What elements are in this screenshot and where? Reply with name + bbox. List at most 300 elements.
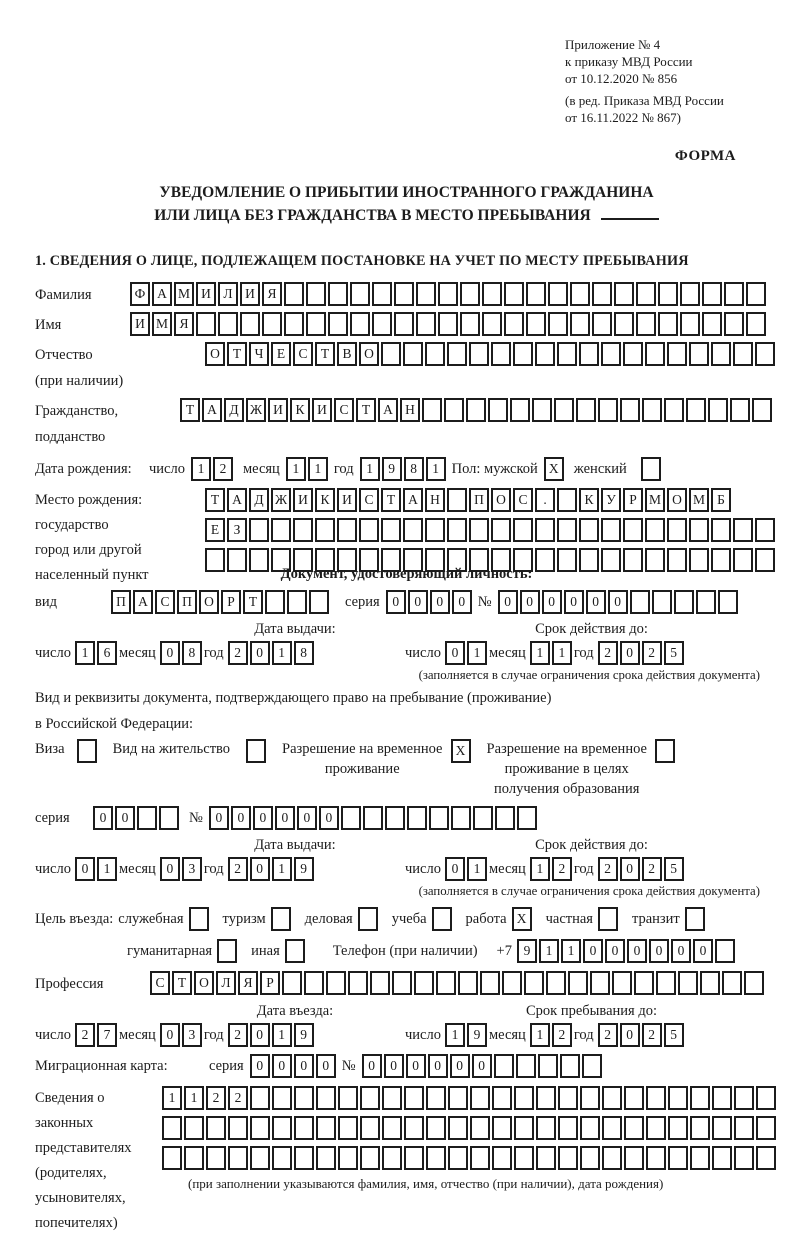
birth-place-char-box[interactable]: М	[689, 488, 709, 512]
citizenship-char-box[interactable]	[708, 398, 728, 422]
migration-number-box[interactable]: 0	[384, 1054, 404, 1078]
patronymic-char-box[interactable]	[667, 342, 687, 366]
citizenship-char-box[interactable]	[598, 398, 618, 422]
birth-place-char-box[interactable]: З	[227, 518, 247, 542]
permit-until-year-box[interactable]: 2	[642, 857, 662, 881]
birth-place-char-box[interactable]	[535, 548, 555, 572]
legal-reps-char-box[interactable]	[624, 1086, 644, 1110]
name-char-box[interactable]	[504, 312, 524, 336]
name-char-box[interactable]	[548, 312, 568, 336]
migration-number-box[interactable]	[582, 1054, 602, 1078]
legal-reps-char-box[interactable]	[602, 1116, 622, 1140]
birth-place-char-box[interactable]	[667, 548, 687, 572]
permit-until-year-box[interactable]: 0	[620, 857, 640, 881]
legal-reps-char-box[interactable]	[646, 1086, 666, 1110]
permit-series-box[interactable]: 0	[93, 806, 113, 830]
birth-year-box[interactable]: 8	[404, 457, 424, 481]
legal-reps-char-box[interactable]	[382, 1116, 402, 1140]
doc-number-box[interactable]: 0	[498, 590, 518, 614]
citizenship-char-box[interactable]: С	[334, 398, 354, 422]
profession-char-box[interactable]	[458, 971, 478, 995]
permit-number-box[interactable]	[341, 806, 361, 830]
name-char-box[interactable]	[658, 312, 678, 336]
name-char-box[interactable]	[614, 312, 634, 336]
profession-char-box[interactable]: Л	[216, 971, 236, 995]
name-char-box[interactable]	[350, 312, 370, 336]
profession-char-box[interactable]	[546, 971, 566, 995]
legal-reps-char-box[interactable]	[558, 1116, 578, 1140]
stay-year-box[interactable]: 2	[598, 1023, 618, 1047]
name-char-box[interactable]	[724, 312, 744, 336]
phone-digit-box[interactable]: 0	[627, 939, 647, 963]
doc-type-char-box[interactable]: Р	[221, 590, 241, 614]
surname-char-box[interactable]	[570, 282, 590, 306]
migration-number-box[interactable]	[538, 1054, 558, 1078]
legal-reps-char-box[interactable]	[536, 1146, 556, 1170]
legal-reps-char-box[interactable]	[690, 1146, 710, 1170]
migration-series-box[interactable]: 0	[294, 1054, 314, 1078]
name-char-box[interactable]	[328, 312, 348, 336]
legal-reps-char-box[interactable]	[448, 1146, 468, 1170]
surname-char-box[interactable]	[724, 282, 744, 306]
patronymic-char-box[interactable]	[469, 342, 489, 366]
birth-place-char-box[interactable]	[579, 518, 599, 542]
legal-reps-char-box[interactable]	[492, 1116, 512, 1140]
surname-char-box[interactable]: Я	[262, 282, 282, 306]
doc-number-box[interactable]: 0	[586, 590, 606, 614]
birth-place-char-box[interactable]: Е	[205, 518, 225, 542]
legal-reps-char-box[interactable]	[338, 1116, 358, 1140]
entry-month-box[interactable]: 3	[182, 1023, 202, 1047]
phone-digit-box[interactable]	[715, 939, 735, 963]
surname-char-box[interactable]	[306, 282, 326, 306]
legal-reps-char-box[interactable]	[558, 1146, 578, 1170]
legal-reps-char-box[interactable]: 2	[228, 1086, 248, 1110]
stay-year-box[interactable]: 0	[620, 1023, 640, 1047]
name-char-box[interactable]	[438, 312, 458, 336]
name-char-box[interactable]	[460, 312, 480, 336]
legal-reps-char-box[interactable]	[536, 1086, 556, 1110]
permit-until-month-box[interactable]: 2	[552, 857, 572, 881]
legal-reps-char-box[interactable]	[360, 1116, 380, 1140]
doc-number-box[interactable]	[652, 590, 672, 614]
doc-until-day-box[interactable]: 0	[445, 641, 465, 665]
legal-reps-char-box[interactable]	[580, 1086, 600, 1110]
doc-number-box[interactable]: 0	[608, 590, 628, 614]
profession-char-box[interactable]	[326, 971, 346, 995]
birth-place-char-box[interactable]	[447, 518, 467, 542]
citizenship-char-box[interactable]: К	[290, 398, 310, 422]
residence-permit-checkbox[interactable]	[246, 739, 266, 763]
legal-reps-char-box[interactable]	[580, 1146, 600, 1170]
permit-number-box[interactable]	[407, 806, 427, 830]
permit-series-box[interactable]	[159, 806, 179, 830]
legal-reps-char-box[interactable]: 2	[206, 1086, 226, 1110]
profession-char-box[interactable]: О	[194, 971, 214, 995]
legal-reps-char-box[interactable]	[316, 1146, 336, 1170]
profession-char-box[interactable]: Я	[238, 971, 258, 995]
legal-reps-char-box[interactable]	[382, 1086, 402, 1110]
entry-year-box[interactable]: 2	[228, 1023, 248, 1047]
birth-place-char-box[interactable]	[249, 518, 269, 542]
patronymic-char-box[interactable]	[381, 342, 401, 366]
birth-place-char-box[interactable]	[271, 518, 291, 542]
citizenship-char-box[interactable]	[444, 398, 464, 422]
birth-place-char-box[interactable]: Н	[425, 488, 445, 512]
legal-reps-char-box[interactable]	[712, 1086, 732, 1110]
patronymic-char-box[interactable]	[623, 342, 643, 366]
legal-reps-char-box[interactable]	[294, 1086, 314, 1110]
legal-reps-char-box[interactable]	[162, 1116, 182, 1140]
patronymic-char-box[interactable]: Е	[271, 342, 291, 366]
legal-reps-char-box[interactable]	[294, 1116, 314, 1140]
birth-place-char-box[interactable]	[337, 518, 357, 542]
permit-until-month-box[interactable]: 1	[530, 857, 550, 881]
legal-reps-char-box[interactable]	[206, 1116, 226, 1140]
legal-reps-char-box[interactable]	[734, 1116, 754, 1140]
doc-type-char-box[interactable]	[287, 590, 307, 614]
purpose-official-checkbox[interactable]	[189, 907, 209, 931]
legal-reps-char-box[interactable]	[382, 1146, 402, 1170]
permit-issue-day-box[interactable]: 1	[97, 857, 117, 881]
legal-reps-char-box[interactable]	[668, 1086, 688, 1110]
surname-char-box[interactable]	[702, 282, 722, 306]
surname-char-box[interactable]	[328, 282, 348, 306]
legal-reps-char-box[interactable]	[404, 1146, 424, 1170]
birth-place-char-box[interactable]: Р	[623, 488, 643, 512]
birth-place-char-box[interactable]	[315, 518, 335, 542]
surname-char-box[interactable]	[372, 282, 392, 306]
entry-day-box[interactable]: 2	[75, 1023, 95, 1047]
patronymic-char-box[interactable]	[557, 342, 577, 366]
birth-place-char-box[interactable]	[755, 548, 775, 572]
surname-char-box[interactable]	[504, 282, 524, 306]
citizenship-char-box[interactable]	[642, 398, 662, 422]
legal-reps-char-box[interactable]	[470, 1086, 490, 1110]
doc-issue-day-box[interactable]: 6	[97, 641, 117, 665]
birth-year-box[interactable]: 1	[360, 457, 380, 481]
entry-year-box[interactable]: 1	[272, 1023, 292, 1047]
citizenship-char-box[interactable]: А	[378, 398, 398, 422]
patronymic-char-box[interactable]	[755, 342, 775, 366]
profession-char-box[interactable]	[282, 971, 302, 995]
legal-reps-char-box[interactable]	[404, 1116, 424, 1140]
birth-year-box[interactable]: 9	[382, 457, 402, 481]
phone-digit-box[interactable]: 9	[517, 939, 537, 963]
citizenship-char-box[interactable]	[510, 398, 530, 422]
birth-place-char-box[interactable]	[491, 518, 511, 542]
entry-month-box[interactable]: 0	[160, 1023, 180, 1047]
citizenship-char-box[interactable]	[576, 398, 596, 422]
birth-place-char-box[interactable]	[447, 488, 467, 512]
birth-place-char-box[interactable]: К	[579, 488, 599, 512]
doc-issue-year-box[interactable]: 2	[228, 641, 248, 665]
citizenship-char-box[interactable]: Ж	[246, 398, 266, 422]
surname-char-box[interactable]	[746, 282, 766, 306]
legal-reps-char-box[interactable]	[316, 1086, 336, 1110]
doc-series-box[interactable]: 0	[452, 590, 472, 614]
citizenship-char-box[interactable]	[620, 398, 640, 422]
legal-reps-char-box[interactable]	[426, 1116, 446, 1140]
doc-until-month-box[interactable]: 1	[530, 641, 550, 665]
temp-residence-education-checkbox[interactable]	[655, 739, 675, 763]
purpose-private-checkbox[interactable]	[598, 907, 618, 931]
stay-day-box[interactable]: 1	[445, 1023, 465, 1047]
birth-place-char-box[interactable]: С	[513, 488, 533, 512]
permit-issue-year-box[interactable]: 0	[250, 857, 270, 881]
birth-place-char-box[interactable]	[601, 548, 621, 572]
citizenship-char-box[interactable]: Д	[224, 398, 244, 422]
doc-type-char-box[interactable]: П	[177, 590, 197, 614]
legal-reps-char-box[interactable]	[426, 1146, 446, 1170]
name-char-box[interactable]	[306, 312, 326, 336]
birth-place-char-box[interactable]: Т	[205, 488, 225, 512]
permit-issue-month-box[interactable]: 0	[160, 857, 180, 881]
legal-reps-char-box[interactable]	[756, 1116, 776, 1140]
doc-until-year-box[interactable]: 2	[598, 641, 618, 665]
profession-char-box[interactable]	[634, 971, 654, 995]
birth-place-char-box[interactable]	[425, 518, 445, 542]
patronymic-char-box[interactable]	[403, 342, 423, 366]
migration-number-box[interactable]	[516, 1054, 536, 1078]
birth-place-char-box[interactable]	[689, 518, 709, 542]
birth-place-char-box[interactable]	[557, 548, 577, 572]
purpose-study-checkbox[interactable]	[432, 907, 452, 931]
permit-number-box[interactable]: 0	[319, 806, 339, 830]
surname-char-box[interactable]	[416, 282, 436, 306]
birth-place-char-box[interactable]	[293, 518, 313, 542]
stay-day-box[interactable]: 9	[467, 1023, 487, 1047]
birth-year-box[interactable]: 1	[426, 457, 446, 481]
birth-place-char-box[interactable]	[557, 488, 577, 512]
legal-reps-char-box[interactable]	[426, 1086, 446, 1110]
doc-issue-month-box[interactable]: 0	[160, 641, 180, 665]
stay-month-box[interactable]: 2	[552, 1023, 572, 1047]
legal-reps-char-box[interactable]	[228, 1146, 248, 1170]
phone-digit-box[interactable]: 0	[605, 939, 625, 963]
permit-number-box[interactable]	[495, 806, 515, 830]
doc-until-year-box[interactable]: 0	[620, 641, 640, 665]
birth-place-char-box[interactable]	[381, 518, 401, 542]
surname-char-box[interactable]	[394, 282, 414, 306]
legal-reps-char-box[interactable]	[602, 1086, 622, 1110]
name-char-box[interactable]	[262, 312, 282, 336]
permit-number-box[interactable]: 0	[209, 806, 229, 830]
legal-reps-char-box[interactable]	[448, 1086, 468, 1110]
doc-type-char-box[interactable]: П	[111, 590, 131, 614]
profession-char-box[interactable]	[480, 971, 500, 995]
surname-char-box[interactable]	[680, 282, 700, 306]
legal-reps-char-box[interactable]	[734, 1146, 754, 1170]
legal-reps-char-box[interactable]	[250, 1086, 270, 1110]
birth-place-char-box[interactable]: Т	[381, 488, 401, 512]
citizenship-char-box[interactable]	[686, 398, 706, 422]
legal-reps-char-box[interactable]	[316, 1116, 336, 1140]
surname-char-box[interactable]	[482, 282, 502, 306]
name-char-box[interactable]	[746, 312, 766, 336]
birth-place-char-box[interactable]	[227, 548, 247, 572]
name-char-box[interactable]	[482, 312, 502, 336]
legal-reps-char-box[interactable]	[360, 1146, 380, 1170]
patronymic-char-box[interactable]: С	[293, 342, 313, 366]
name-char-box[interactable]	[416, 312, 436, 336]
profession-char-box[interactable]	[414, 971, 434, 995]
legal-reps-char-box[interactable]	[360, 1086, 380, 1110]
birth-place-char-box[interactable]	[205, 548, 225, 572]
doc-issue-year-box[interactable]: 0	[250, 641, 270, 665]
surname-char-box[interactable]	[636, 282, 656, 306]
birth-place-char-box[interactable]: И	[337, 488, 357, 512]
migration-number-box[interactable]: 0	[472, 1054, 492, 1078]
name-char-box[interactable]	[240, 312, 260, 336]
legal-reps-char-box[interactable]	[668, 1146, 688, 1170]
profession-char-box[interactable]	[744, 971, 764, 995]
legal-reps-char-box[interactable]	[272, 1086, 292, 1110]
surname-char-box[interactable]	[614, 282, 634, 306]
surname-char-box[interactable]	[592, 282, 612, 306]
citizenship-char-box[interactable]: А	[202, 398, 222, 422]
legal-reps-char-box[interactable]	[514, 1116, 534, 1140]
doc-issue-year-box[interactable]: 8	[294, 641, 314, 665]
birth-place-char-box[interactable]	[645, 548, 665, 572]
patronymic-char-box[interactable]: О	[359, 342, 379, 366]
birth-place-char-box[interactable]: О	[491, 488, 511, 512]
name-char-box[interactable]	[592, 312, 612, 336]
citizenship-char-box[interactable]	[730, 398, 750, 422]
migration-number-box[interactable]: 0	[450, 1054, 470, 1078]
legal-reps-char-box[interactable]	[514, 1086, 534, 1110]
profession-char-box[interactable]	[590, 971, 610, 995]
legal-reps-char-box[interactable]	[712, 1146, 732, 1170]
legal-reps-char-box[interactable]	[404, 1086, 424, 1110]
profession-char-box[interactable]	[348, 971, 368, 995]
legal-reps-char-box[interactable]	[184, 1116, 204, 1140]
legal-reps-char-box[interactable]	[250, 1146, 270, 1170]
permit-number-box[interactable]: 0	[253, 806, 273, 830]
phone-digit-box[interactable]: 0	[671, 939, 691, 963]
doc-type-char-box[interactable]: А	[133, 590, 153, 614]
legal-reps-char-box[interactable]	[558, 1086, 578, 1110]
permit-number-box[interactable]	[451, 806, 471, 830]
legal-reps-char-box[interactable]	[448, 1116, 468, 1140]
legal-reps-char-box[interactable]	[690, 1116, 710, 1140]
legal-reps-char-box[interactable]	[338, 1146, 358, 1170]
surname-char-box[interactable]: И	[196, 282, 216, 306]
legal-reps-char-box[interactable]	[646, 1146, 666, 1170]
permit-series-box[interactable]: 0	[115, 806, 135, 830]
surname-char-box[interactable]	[438, 282, 458, 306]
birth-place-char-box[interactable]: Д	[249, 488, 269, 512]
birth-place-char-box[interactable]	[733, 518, 753, 542]
profession-char-box[interactable]	[678, 971, 698, 995]
legal-reps-char-box[interactable]	[756, 1146, 776, 1170]
citizenship-char-box[interactable]	[488, 398, 508, 422]
doc-series-box[interactable]: 0	[430, 590, 450, 614]
patronymic-char-box[interactable]	[711, 342, 731, 366]
birth-place-char-box[interactable]: Б	[711, 488, 731, 512]
birth-place-char-box[interactable]	[711, 518, 731, 542]
permit-until-day-box[interactable]: 1	[467, 857, 487, 881]
surname-char-box[interactable]: Л	[218, 282, 238, 306]
birth-place-char-box[interactable]: А	[403, 488, 423, 512]
legal-reps-char-box[interactable]	[294, 1146, 314, 1170]
permit-number-box[interactable]	[363, 806, 383, 830]
permit-number-box[interactable]	[429, 806, 449, 830]
legal-reps-char-box[interactable]	[536, 1116, 556, 1140]
patronymic-char-box[interactable]: В	[337, 342, 357, 366]
doc-number-box[interactable]	[718, 590, 738, 614]
sex-male-checkbox[interactable]: X	[544, 457, 564, 481]
legal-reps-char-box[interactable]	[734, 1086, 754, 1110]
legal-reps-char-box[interactable]	[338, 1086, 358, 1110]
birth-place-char-box[interactable]	[667, 518, 687, 542]
phone-digit-box[interactable]: 1	[561, 939, 581, 963]
name-char-box[interactable]: Я	[174, 312, 194, 336]
surname-char-box[interactable]	[284, 282, 304, 306]
stay-year-box[interactable]: 2	[642, 1023, 662, 1047]
migration-number-box[interactable]	[560, 1054, 580, 1078]
birth-month-box[interactable]: 1	[286, 457, 306, 481]
entry-year-box[interactable]: 0	[250, 1023, 270, 1047]
migration-number-box[interactable]: 0	[362, 1054, 382, 1078]
doc-until-month-box[interactable]: 1	[552, 641, 572, 665]
doc-type-char-box[interactable]: Т	[243, 590, 263, 614]
doc-number-box[interactable]	[630, 590, 650, 614]
legal-reps-char-box[interactable]	[492, 1146, 512, 1170]
doc-series-box[interactable]: 0	[386, 590, 406, 614]
birth-place-char-box[interactable]: А	[227, 488, 247, 512]
patronymic-char-box[interactable]	[535, 342, 555, 366]
patronymic-char-box[interactable]	[579, 342, 599, 366]
surname-char-box[interactable]	[548, 282, 568, 306]
name-char-box[interactable]	[680, 312, 700, 336]
permit-until-year-box[interactable]: 2	[598, 857, 618, 881]
legal-reps-char-box[interactable]	[580, 1116, 600, 1140]
permit-number-box[interactable]	[473, 806, 493, 830]
citizenship-char-box[interactable]	[422, 398, 442, 422]
purpose-other-checkbox[interactable]	[285, 939, 305, 963]
profession-char-box[interactable]	[502, 971, 522, 995]
doc-number-box[interactable]	[674, 590, 694, 614]
citizenship-char-box[interactable]: Т	[180, 398, 200, 422]
name-char-box[interactable]	[394, 312, 414, 336]
surname-char-box[interactable]: И	[240, 282, 260, 306]
profession-char-box[interactable]	[370, 971, 390, 995]
doc-number-box[interactable]	[696, 590, 716, 614]
name-char-box[interactable]	[218, 312, 238, 336]
patronymic-char-box[interactable]: О	[205, 342, 225, 366]
surname-char-box[interactable]: Ф	[130, 282, 150, 306]
profession-char-box[interactable]	[568, 971, 588, 995]
birth-place-char-box[interactable]: К	[315, 488, 335, 512]
name-char-box[interactable]: М	[152, 312, 172, 336]
doc-issue-month-box[interactable]: 8	[182, 641, 202, 665]
legal-reps-char-box[interactable]	[514, 1146, 534, 1170]
name-char-box[interactable]	[570, 312, 590, 336]
stay-year-box[interactable]: 5	[664, 1023, 684, 1047]
profession-char-box[interactable]	[304, 971, 324, 995]
legal-reps-char-box[interactable]: 1	[184, 1086, 204, 1110]
legal-reps-char-box[interactable]	[712, 1116, 732, 1140]
profession-char-box[interactable]	[392, 971, 412, 995]
permit-issue-year-box[interactable]: 2	[228, 857, 248, 881]
legal-reps-char-box[interactable]	[272, 1146, 292, 1170]
doc-until-year-box[interactable]: 2	[642, 641, 662, 665]
birth-day-box[interactable]: 1	[191, 457, 211, 481]
sex-female-checkbox[interactable]	[641, 457, 661, 481]
legal-reps-char-box[interactable]	[602, 1146, 622, 1170]
patronymic-char-box[interactable]	[491, 342, 511, 366]
